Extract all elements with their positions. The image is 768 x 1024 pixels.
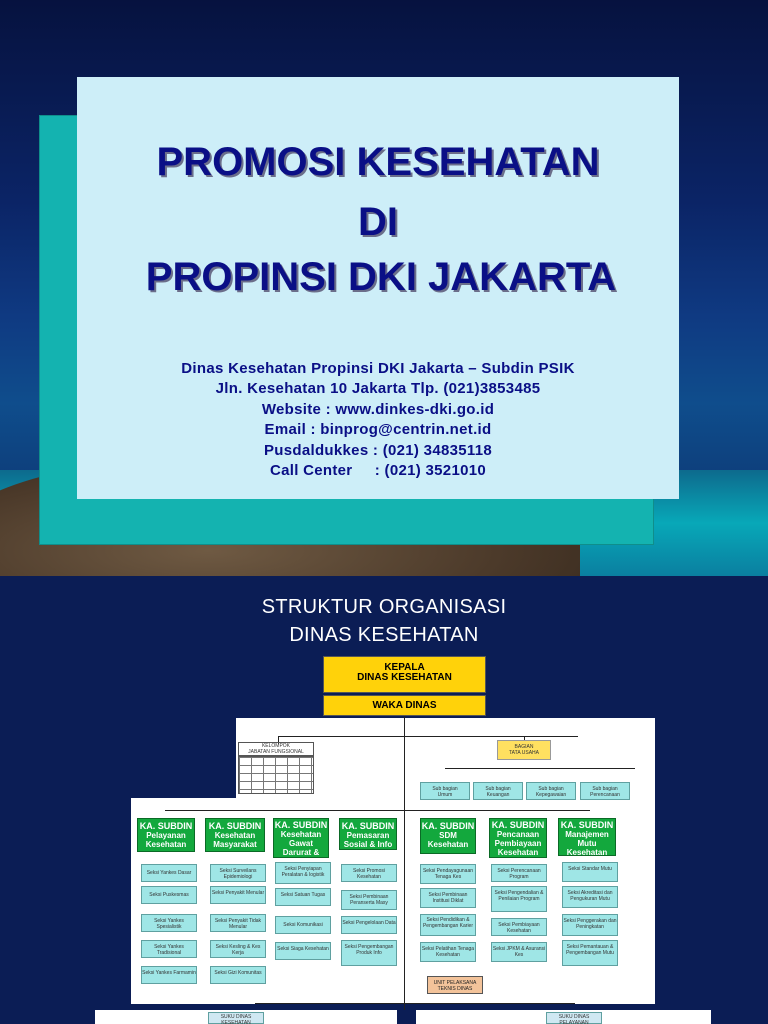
subdin-name: SDM Kesehatan: [427, 831, 469, 849]
seksi-box: Seksi Pendayagunaan Tenaga Kes: [420, 864, 476, 884]
subdin-manajemen-mutu: [558, 818, 616, 856]
seksi-box: Seksi Yankes Tradisional: [141, 940, 197, 958]
seksi-box: Seksi Penyiapan Peralatan & logistik: [275, 862, 331, 884]
seksi-box: Seksi Pengelolaan Data: [341, 916, 397, 934]
connector-suku-dinas: [255, 1003, 575, 1004]
seksi-box: Seksi Standar Mutu: [562, 862, 618, 882]
jabatan-fungsional-label: JABATAN FUNGSIONAL: [248, 749, 304, 755]
seksi-box: Seksi Pembinaan Peranserta Masy: [341, 890, 397, 910]
subbagian-label: Sub bagian: [592, 786, 618, 792]
info-line-4: Email : binprog@centrin.net.id: [264, 421, 492, 438]
connector-top-branch: [278, 736, 578, 737]
subdin-head-label: KA. SUBDIN: [341, 821, 395, 831]
title-line-3: PROPINSI DKI JAKARTA: [145, 255, 617, 299]
info-line-6: Call Center : (021) 3521010: [269, 462, 487, 479]
slide-org-structure: [0, 576, 768, 1024]
seksi-box: Seksi Pemantauan & Pengembangan Mutu: [562, 940, 618, 966]
suku-dinas-label: SUKU DINAS: [558, 1014, 590, 1020]
teknis-dinas-label: TEKNIS DINAS: [437, 986, 473, 992]
subbagian-name: Keuangan: [486, 792, 510, 798]
seksi-box: Seksi Surveilans Epidemiologi: [210, 864, 266, 882]
seksi-box: Seksi Yankes Farmamin: [141, 966, 197, 984]
subbagian-umum-box: [420, 782, 470, 800]
org-title-line-1: STRUKTUR ORGANISASI: [261, 596, 507, 618]
subdin-name: Kesehatan Gawat Darurat &: [280, 830, 322, 857]
seksi-box: Seksi Komunikasi: [275, 916, 331, 934]
seksi-box: Seksi Pembiayaan Kesehatan: [491, 918, 547, 936]
subdin-head-label: KA. SUBDIN: [274, 820, 328, 830]
subdin-name: Manajemen Mutu Kesehatan: [565, 830, 609, 857]
title-line-2: DI: [358, 200, 398, 244]
seksi-box: Seksi Puskesmas: [141, 886, 197, 904]
suku-dinas-name: KESEHATAN: [221, 1020, 251, 1024]
kepala-label: KEPALA: [384, 662, 425, 673]
subbagian-name: Perencanaan: [590, 792, 620, 798]
subdin-sdm-kesehatan: [420, 818, 476, 854]
dinas-kesehatan-label: DINAS KESEHATAN: [357, 672, 452, 683]
suku-dinas-name: PELAYANAN: [559, 1020, 589, 1024]
subdin-pelayanan-kesehatan: [137, 818, 195, 852]
subdin-head-label: KA. SUBDIN: [560, 820, 614, 830]
seksi-box: Seksi Pendidikan & Pengembangan Karier: [420, 914, 476, 936]
bagian-label: BAGIAN: [514, 744, 534, 750]
subdin-head-label: KA. SUBDIN: [208, 821, 262, 831]
kepala-dinas-box: [323, 656, 486, 693]
connector-subbagian: [445, 768, 635, 769]
suku-dinas-label: SUKU DINAS: [220, 1014, 252, 1020]
subbagian-kepegawaian-box: [526, 782, 576, 800]
unit-pelaksana-box: [427, 976, 483, 994]
subdin-pemasaran-sosial: [339, 818, 397, 858]
seksi-box: Seksi Pembinaan Institusi Diklat: [420, 888, 476, 908]
subdin-perencanaan-pembiayaan: [489, 818, 547, 858]
waka-dinas-box: WAKA DINAS: [323, 695, 486, 716]
seksi-box: Seksi Satuan Tugas: [275, 888, 331, 906]
bagian-tata-usaha-box: [497, 740, 551, 760]
subdin-head-label: KA. SUBDIN: [421, 821, 475, 831]
seksi-box: Seksi Penyakit Menular: [210, 886, 266, 904]
subbagian-keuangan-box: [473, 782, 523, 800]
kelompok-label: KELOMPOK: [261, 743, 291, 749]
seksi-box: Seksi Gizi Komunitas: [210, 966, 266, 984]
subbagian-label: Sub bagian: [432, 786, 458, 792]
seksi-box: Seksi Penggerakan dan Peningkatan: [562, 914, 618, 936]
tata-usaha-label: TATA USAHA: [508, 750, 539, 756]
subdin-kesehatan-masyarakat: [205, 818, 265, 852]
seksi-box: Seksi Akreditasi dan Pengukuran Mutu: [562, 886, 618, 908]
subbagian-name: Umum: [437, 792, 453, 798]
info-line-3: Website : www.dinkes-dki.go.id: [261, 401, 495, 418]
seksi-box: Seksi JPKM & Asuransi Kes: [491, 942, 547, 962]
connector-subdin-branch: [165, 810, 590, 811]
seksi-box: Seksi Promosi Kesehatan: [341, 864, 397, 882]
subbagian-label: Sub bagian: [538, 786, 564, 792]
org-title-line-2: DINAS KESEHATAN: [289, 624, 479, 646]
title-line-1: PROMOSI KESEHATAN: [156, 140, 600, 184]
subdin-name: Pemasaran Sosial & Info Kes: [343, 831, 393, 858]
info-line-5: Pusdaldukkes : (021) 34835118: [263, 442, 492, 459]
info-line-2: Jln. Kesehatan 10 Jakarta Tlp. (021)3853485: [215, 380, 541, 397]
seksi-box: Seksi Pelatihan Tenaga Kesehatan: [420, 942, 476, 962]
seksi-box: Seksi Siaga Kesehatan: [275, 942, 331, 960]
subdin-gawat-darurat: [273, 818, 329, 858]
kelompok-grid: [238, 756, 314, 794]
seksi-box: Seksi Yankes Spesialistik: [141, 914, 197, 932]
subbagian-perencanaan-box: [580, 782, 630, 800]
subdin-head-label: KA. SUBDIN: [491, 820, 545, 830]
kelompok-jabatan-box: [238, 742, 314, 756]
unit-pelaksana-label: UNIT PELAKSANA: [433, 980, 477, 986]
subdin-name: Kesehatan Masyarakat: [213, 831, 257, 849]
seksi-box: Seksi Pengendalian & Penilaian Program: [491, 886, 547, 912]
seksi-box: Seksi Perencanaan Program: [491, 864, 547, 882]
subbagian-name: Kepegawaian: [535, 792, 567, 798]
connector-spine: [404, 716, 405, 1010]
subbagian-label: Sub bagian: [485, 786, 511, 792]
seksi-box: Seksi Kesling & Kes Kerja: [210, 940, 266, 958]
seksi-box: Seksi Penyakit Tidak Menular: [210, 914, 266, 932]
subdin-name: Pencanaan Pembiayaan Kesehatan: [494, 830, 542, 857]
suku-dinas-pelayanan-box: [546, 1012, 602, 1024]
subdin-name: Pelayanan Kesehatan: [145, 831, 187, 849]
seksi-box: Seksi Yankes Dasar: [141, 864, 197, 882]
suku-dinas-kesehatan-box: [208, 1012, 264, 1024]
info-line-1: Dinas Kesehatan Propinsi DKI Jakarta – Subdin PSIK: [181, 360, 575, 377]
seksi-box: Seksi Pengembangan Produk Info: [341, 940, 397, 966]
subdin-head-label: KA. SUBDIN: [139, 821, 193, 831]
